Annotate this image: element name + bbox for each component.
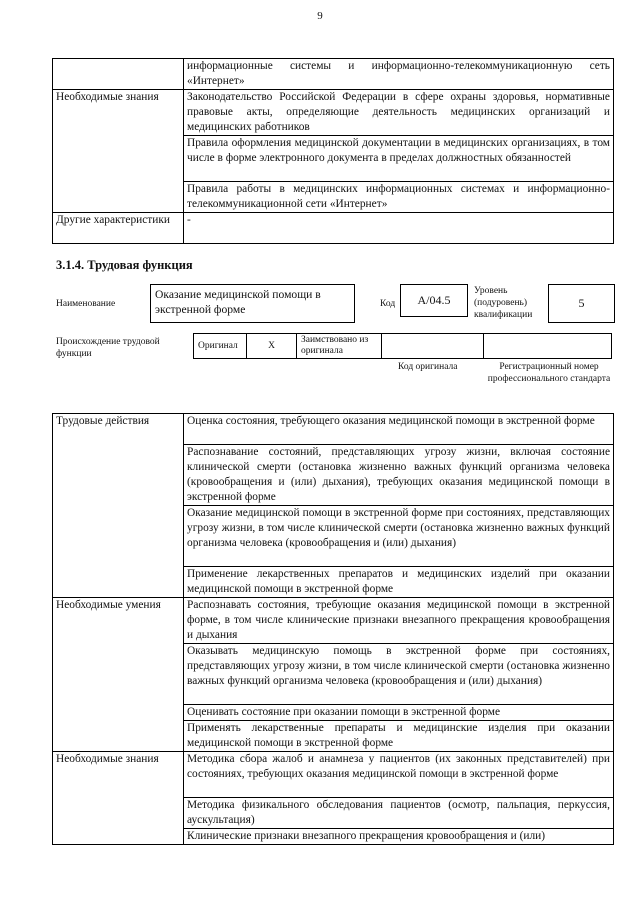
table-cell: Оказание медицинской помощи в экстренной форме при состояниях, представляющих угрозу жизни, в том числе клинической смерти (остановка жизненно важных функций организма человека (кровообращения и (или) дыхания) xyxy=(184,506,614,567)
row-label: Необходимые знания xyxy=(53,90,184,213)
top-table xyxy=(52,58,614,244)
function-name-box: Оказание медицинской помощи в экстренной форме xyxy=(150,284,355,323)
table-cell: Распознавание состояний, представляющих угрозу жизни, включая состояние клинической смерти (остановка жизненно важных функций организма человека (кровообращения и (или) дыхания), требующих оказания медицинской помощи в экстренной форме xyxy=(184,445,614,506)
section-title: 3.1.4. Трудовая функция xyxy=(56,258,193,272)
code-box: A/04.5 xyxy=(400,284,468,317)
code-label: Код xyxy=(380,299,396,309)
table-row xyxy=(53,414,614,445)
row-label: Другие характеристики xyxy=(53,213,184,244)
original-mark: X xyxy=(247,334,297,359)
level-label: Уровень (подуровень) квалификации xyxy=(474,286,533,320)
name-label: Наименование xyxy=(56,299,116,309)
row-label xyxy=(53,59,184,90)
labor-function-table xyxy=(52,413,614,845)
table-cell: Применение лекарственных препаратов и медицинских изделий при оказании медицинской помощи в экстренной форме xyxy=(184,567,614,598)
table-cell: Применять лекарственные препараты и медицинские изделия при оказании медицинской помощи в экстренной форме xyxy=(184,721,614,752)
row-label: Необходимые знания xyxy=(53,752,184,845)
reg-number-caption: Регистрационный номер профессионального стандарта xyxy=(487,362,611,384)
table-row xyxy=(53,213,614,244)
table-cell: Методика физикального обследования пациентов (осмотр, пальпация, перкуссия, аускультация) xyxy=(184,798,614,829)
origin-label: Происхождение трудовой функции xyxy=(56,337,160,359)
row-label: Необходимые умения xyxy=(53,598,184,752)
table-row xyxy=(53,598,614,644)
table-cell: - xyxy=(184,213,614,244)
table-cell: Оказывать медицинскую помощь в экстренной форме при состояниях, представляющих угрозу жизни, в том числе клинической смерти (остановка жизненно важных функций организма человека (кровообращения и (или) дыхания) xyxy=(184,644,614,705)
level-box: 5 xyxy=(548,284,615,323)
table-cell: Распознавать состояния, требующие оказания медицинской помощи в экстренной форме, в том числе клинические признаки внезапного прекращения кровообращения и дыхания xyxy=(184,598,614,644)
original-code-caption: Код оригинала xyxy=(398,362,458,372)
page-number: 9 xyxy=(317,10,323,22)
table-cell: Клинические признаки внезапного прекращения кровообращения и (или) xyxy=(184,829,614,845)
table-cell: информационные системы и информационно-телекоммуникационную сеть «Интернет» xyxy=(184,59,614,90)
table-cell: Методика сбора жалоб и анамнеза у пациентов (их законных представителей) при состояниях, требующих оказания медицинской помощи в экстренной форме xyxy=(184,752,614,798)
table-cell: Правила оформления медицинской документации в медицинских организациях, в том числе в форме электронного документа в пределах должностных обязанностей xyxy=(184,136,614,182)
borrowed-label: Заимствовано из оригинала xyxy=(297,334,382,359)
reg-number-cell xyxy=(484,334,612,359)
table-cell: Оценивать состояние при оказании помощи в экстренной форме xyxy=(184,705,614,721)
row-label: Трудовые действия xyxy=(53,414,184,598)
table-row xyxy=(53,90,614,136)
original-label: Оригинал xyxy=(194,334,247,359)
table-cell: Законодательство Российской Федерации в сфере охраны здоровья, нормативные правовые акты, определяющие деятельность медицинских организаций и медицинских работников xyxy=(184,90,614,136)
table-cell: Оценка состояния, требующего оказания медицинской помощи в экстренной форме xyxy=(184,414,614,445)
table-row xyxy=(53,59,614,90)
origin-table xyxy=(193,333,612,359)
table-row xyxy=(53,752,614,798)
table-cell: Правила работы в медицинских информационных системах и информационно-телекоммуникационной сети «Интернет» xyxy=(184,182,614,213)
original-code-cell xyxy=(382,334,484,359)
